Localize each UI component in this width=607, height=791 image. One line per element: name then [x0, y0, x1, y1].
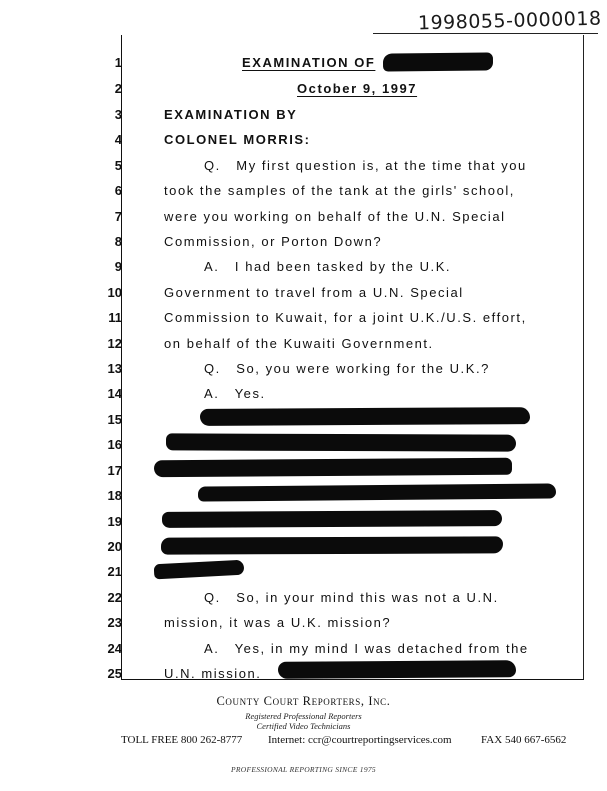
- company-tagline: Registered Professional Reporters: [245, 711, 362, 721]
- line-number: 6: [114, 183, 122, 198]
- line-text: Q. My first question is, at the time that you: [204, 158, 527, 173]
- line-number: 19: [107, 514, 122, 529]
- line-text: were you working on behalf of the U.N. Special: [164, 209, 506, 224]
- line-number: 18: [107, 488, 122, 503]
- redaction-bar: [154, 458, 512, 477]
- line-number: 11: [108, 310, 122, 325]
- line-text: Government to travel from a U.N. Special: [164, 285, 464, 300]
- line-text: on behalf of the Kuwaiti Government.: [164, 336, 434, 351]
- line-number: 23: [107, 615, 122, 630]
- redaction-bar: [278, 660, 516, 679]
- since-line: PROFESSIONAL REPORTING SINCE 1975: [231, 765, 376, 774]
- redaction-bar: [198, 483, 556, 501]
- line-number: 15: [107, 412, 122, 427]
- line-number: 24: [107, 641, 122, 656]
- line-number: 14: [107, 386, 122, 401]
- line-text: Commission, or Porton Down?: [164, 234, 383, 249]
- line-text: Commission to Kuwait, for a joint U.K./U.S. effort,: [164, 310, 527, 325]
- line-number: 13: [107, 361, 122, 376]
- company-name: County Court Reporters, Inc.: [216, 694, 391, 708]
- line-text: EXAMINATION BY: [164, 107, 298, 122]
- line-number: 10: [107, 285, 122, 300]
- line-text: Q. So, you were working for the U.K.?: [204, 361, 490, 376]
- fax-number: FAX 540 667-6562: [481, 734, 567, 746]
- company-tagline: Certified Video Technicians: [256, 721, 351, 731]
- line-text: A. Yes, in my mind I was detached from the: [204, 641, 529, 656]
- redaction-bar: [166, 433, 516, 451]
- examination-title: EXAMINATION OF: [242, 55, 376, 70]
- line-number: 12: [107, 336, 122, 351]
- internet-contact: Internet: ccr@courtreportingservices.com: [268, 734, 452, 746]
- bates-stamp: 1998055-0000018: [417, 7, 602, 35]
- line-text: A. I had been tasked by the U.K.: [204, 259, 452, 274]
- line-text: A. Yes.: [204, 386, 266, 401]
- line-text: mission, it was a U.K. mission?: [164, 615, 392, 630]
- line-text: Q. So, in your mind this was not a U.N.: [204, 590, 499, 605]
- redaction-bar: [162, 510, 502, 528]
- line-number: 9: [114, 259, 122, 274]
- line-number: 8: [114, 234, 122, 249]
- examination-date: October 9, 1997: [297, 81, 418, 96]
- line-number: 2: [114, 81, 122, 96]
- stamp-rule: [373, 33, 598, 34]
- line-number: 25: [107, 666, 122, 681]
- line-number: 4: [114, 132, 122, 147]
- line-number: 7: [114, 209, 122, 224]
- line-number: 16: [107, 437, 122, 452]
- line-text: took the samples of the tank at the girls' school,: [164, 183, 515, 198]
- line-number: 20: [107, 539, 122, 554]
- line-number: 3: [114, 107, 122, 122]
- redaction-bar: [383, 52, 493, 71]
- line-number: 5: [114, 158, 122, 173]
- toll-free-number: TOLL FREE 800 262-8777: [121, 734, 243, 746]
- line-number: 1: [114, 55, 122, 70]
- line-number: 21: [107, 564, 122, 579]
- line-number: 17: [107, 463, 122, 478]
- redaction-bar: [200, 407, 530, 426]
- line-text: U.N. mission.: [164, 666, 262, 681]
- redaction-bar: [161, 536, 503, 554]
- line-text: COLONEL MORRIS:: [164, 132, 311, 147]
- line-number: 22: [107, 590, 122, 605]
